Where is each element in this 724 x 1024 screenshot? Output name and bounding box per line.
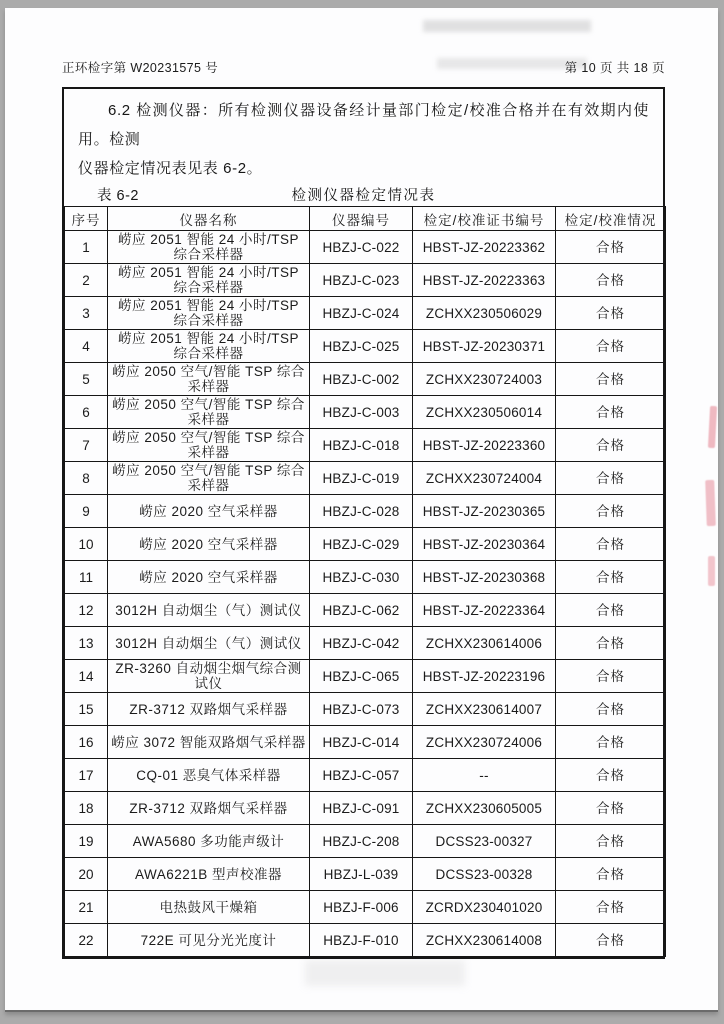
status: 合格 bbox=[556, 792, 666, 825]
instrument-code: HBZJ-C-091 bbox=[310, 792, 413, 825]
row-index: 12 bbox=[65, 594, 108, 627]
instrument-name: 电热鼓风干燥箱 bbox=[108, 891, 310, 924]
scan-smudge-bottom bbox=[305, 960, 465, 986]
row-index: 7 bbox=[65, 429, 108, 462]
status: 合格 bbox=[556, 924, 666, 957]
page-header bbox=[62, 58, 665, 76]
instrument-name: 崂应 2050 空气/智能 TSP 综合采样器 bbox=[108, 363, 310, 396]
certificate-number: HBST-JZ-20223196 bbox=[413, 660, 556, 693]
row-index: 14 bbox=[65, 660, 108, 693]
status: 合格 bbox=[556, 627, 666, 660]
table-row bbox=[65, 495, 666, 528]
instrument-code: HBZJ-F-006 bbox=[310, 891, 413, 924]
certificate-number: HBST-JZ-20223362 bbox=[413, 231, 556, 264]
instrument-code: HBZJ-C-057 bbox=[310, 759, 413, 792]
table-row bbox=[65, 858, 666, 891]
instrument-code: HBZJ-C-065 bbox=[310, 660, 413, 693]
instrument-name: 3012H 自动烟尘（气）测试仪 bbox=[108, 594, 310, 627]
instrument-code: HBZJ-C-030 bbox=[310, 561, 413, 594]
status: 合格 bbox=[556, 495, 666, 528]
certificate-number: HBST-JZ-20223364 bbox=[413, 594, 556, 627]
instrument-name: CQ-01 恶臭气体采样器 bbox=[108, 759, 310, 792]
row-index: 6 bbox=[65, 396, 108, 429]
row-index: 4 bbox=[65, 330, 108, 363]
certificate-number: ZCHXX230724003 bbox=[413, 363, 556, 396]
certificate-number: DCSS23-00327 bbox=[413, 825, 556, 858]
certificate-number: HBST-JZ-20223360 bbox=[413, 429, 556, 462]
certificate-number: DCSS23-00328 bbox=[413, 858, 556, 891]
status: 合格 bbox=[556, 726, 666, 759]
instrument-code: HBZJ-C-042 bbox=[310, 627, 413, 660]
certificate-number: HBST-JZ-20230365 bbox=[413, 495, 556, 528]
table-row bbox=[65, 330, 666, 363]
status: 合格 bbox=[556, 891, 666, 924]
table-row bbox=[65, 561, 666, 594]
table-caption-row bbox=[64, 184, 663, 206]
red-stamp-fragment bbox=[708, 406, 717, 448]
paragraph-line-1: 6.2 检测仪器：所有检测仪器设备经计量部门检定/校准合格并在有效期内使用。检测 bbox=[78, 102, 649, 148]
certificate-number: ZCRDX230401020 bbox=[413, 891, 556, 924]
instrument-table bbox=[64, 206, 666, 957]
instrument-code: HBZJ-C-002 bbox=[310, 363, 413, 396]
row-index: 22 bbox=[65, 924, 108, 957]
certificate-number: ZCHXX230605005 bbox=[413, 792, 556, 825]
table-row bbox=[65, 726, 666, 759]
row-index: 16 bbox=[65, 726, 108, 759]
certificate-number: HBST-JZ-20230364 bbox=[413, 528, 556, 561]
table-row bbox=[65, 264, 666, 297]
table-row bbox=[65, 231, 666, 264]
certificate-number: -- bbox=[413, 759, 556, 792]
status: 合格 bbox=[556, 396, 666, 429]
instrument-name: 崂应 2051 智能 24 小时/TSP 综合采样器 bbox=[108, 330, 310, 363]
table-row bbox=[65, 396, 666, 429]
status: 合格 bbox=[556, 759, 666, 792]
table-label: 表 6-2 bbox=[97, 188, 139, 204]
instrument-name: 崂应 2020 空气采样器 bbox=[108, 561, 310, 594]
red-stamp-fragment bbox=[705, 480, 716, 526]
table-row bbox=[65, 627, 666, 660]
row-index: 3 bbox=[65, 297, 108, 330]
status: 合格 bbox=[556, 660, 666, 693]
instrument-code: HBZJ-C-208 bbox=[310, 825, 413, 858]
table-row bbox=[65, 924, 666, 957]
section-paragraph bbox=[64, 89, 663, 183]
table-header-row bbox=[65, 207, 666, 231]
certificate-number: HBST-JZ-20223363 bbox=[413, 264, 556, 297]
table-row bbox=[65, 462, 666, 495]
instrument-code: HBZJ-C-024 bbox=[310, 297, 413, 330]
instrument-name: 崂应 2051 智能 24 小时/TSP 综合采样器 bbox=[108, 297, 310, 330]
status: 合格 bbox=[556, 825, 666, 858]
header-certificate-number: 检定/校准证书编号 bbox=[413, 207, 556, 231]
status: 合格 bbox=[556, 693, 666, 726]
status: 合格 bbox=[556, 429, 666, 462]
table-row bbox=[65, 759, 666, 792]
instrument-name: AWA6221B 型声校准器 bbox=[108, 858, 310, 891]
instrument-code: HBZJ-F-010 bbox=[310, 924, 413, 957]
status: 合格 bbox=[556, 264, 666, 297]
status: 合格 bbox=[556, 231, 666, 264]
certificate-number: ZCHXX230614007 bbox=[413, 693, 556, 726]
row-index: 5 bbox=[65, 363, 108, 396]
instrument-code: HBZJ-C-022 bbox=[310, 231, 413, 264]
instrument-name: 崂应 2050 空气/智能 TSP 综合采样器 bbox=[108, 396, 310, 429]
instrument-name: 崂应 2050 空气/智能 TSP 综合采样器 bbox=[108, 462, 310, 495]
certificate-number: ZCHXX230506029 bbox=[413, 297, 556, 330]
row-index: 21 bbox=[65, 891, 108, 924]
instrument-code: HBZJ-C-018 bbox=[310, 429, 413, 462]
table-row bbox=[65, 297, 666, 330]
status: 合格 bbox=[556, 297, 666, 330]
certificate-number: HBST-JZ-20230368 bbox=[413, 561, 556, 594]
certificate-number: HBST-JZ-20230371 bbox=[413, 330, 556, 363]
row-index: 2 bbox=[65, 264, 108, 297]
row-index: 8 bbox=[65, 462, 108, 495]
instrument-code: HBZJ-C-028 bbox=[310, 495, 413, 528]
table-row bbox=[65, 528, 666, 561]
instrument-table-body bbox=[65, 231, 666, 957]
status: 合格 bbox=[556, 858, 666, 891]
row-index: 10 bbox=[65, 528, 108, 561]
certificate-number: ZCHXX230614006 bbox=[413, 627, 556, 660]
instrument-code: HBZJ-C-003 bbox=[310, 396, 413, 429]
row-index: 11 bbox=[65, 561, 108, 594]
row-index: 17 bbox=[65, 759, 108, 792]
instrument-name: ZR-3712 双路烟气采样器 bbox=[108, 693, 310, 726]
header-index: 序号 bbox=[65, 207, 108, 231]
instrument-code: HBZJ-L-039 bbox=[310, 858, 413, 891]
certificate-number: ZCHXX230506014 bbox=[413, 396, 556, 429]
status: 合格 bbox=[556, 561, 666, 594]
page-indicator: 第 10 页 共 18 页 bbox=[564, 61, 665, 75]
red-stamp-fragment bbox=[708, 556, 715, 586]
instrument-name: 崂应 2050 空气/智能 TSP 综合采样器 bbox=[108, 429, 310, 462]
table-row bbox=[65, 594, 666, 627]
row-index: 9 bbox=[65, 495, 108, 528]
instrument-name: AWA5680 多功能声级计 bbox=[108, 825, 310, 858]
instrument-code: HBZJ-C-014 bbox=[310, 726, 413, 759]
status: 合格 bbox=[556, 462, 666, 495]
status: 合格 bbox=[556, 528, 666, 561]
header-instrument-code: 仪器编号 bbox=[310, 207, 413, 231]
certificate-number: ZCHXX230614008 bbox=[413, 924, 556, 957]
scan-smudge-top bbox=[423, 20, 591, 32]
instrument-name: 722E 可见分光光度计 bbox=[108, 924, 310, 957]
instrument-name: 3012H 自动烟尘（气）测试仪 bbox=[108, 627, 310, 660]
instrument-name: 崂应 3072 智能双路烟气采样器 bbox=[108, 726, 310, 759]
paragraph-line-2: 仪器检定情况表见表 6-2。 bbox=[78, 160, 263, 177]
content-frame bbox=[62, 87, 665, 959]
doc-number: 正环检字第 W20231575 号 bbox=[62, 61, 219, 75]
instrument-code: HBZJ-C-029 bbox=[310, 528, 413, 561]
status: 合格 bbox=[556, 330, 666, 363]
row-index: 18 bbox=[65, 792, 108, 825]
table-row bbox=[65, 429, 666, 462]
table-row bbox=[65, 825, 666, 858]
certificate-number: ZCHXX230724004 bbox=[413, 462, 556, 495]
instrument-name: ZR-3260 自动烟尘烟气综合测试仪 bbox=[108, 660, 310, 693]
header-instrument-name: 仪器名称 bbox=[108, 207, 310, 231]
status: 合格 bbox=[556, 363, 666, 396]
instrument-name: ZR-3712 双路烟气采样器 bbox=[108, 792, 310, 825]
header-status: 检定/校准情况 bbox=[556, 207, 666, 231]
row-index: 20 bbox=[65, 858, 108, 891]
instrument-code: HBZJ-C-019 bbox=[310, 462, 413, 495]
table-row bbox=[65, 660, 666, 693]
instrument-name: 崂应 2020 空气采样器 bbox=[108, 528, 310, 561]
instrument-name: 崂应 2051 智能 24 小时/TSP 综合采样器 bbox=[108, 264, 310, 297]
table-title: 检测仪器检定情况表 bbox=[291, 188, 436, 204]
instrument-name: 崂应 2051 智能 24 小时/TSP 综合采样器 bbox=[108, 231, 310, 264]
row-index: 15 bbox=[65, 693, 108, 726]
row-index: 13 bbox=[65, 627, 108, 660]
instrument-name: 崂应 2020 空气采样器 bbox=[108, 495, 310, 528]
scanned-page bbox=[5, 8, 718, 1012]
table-row bbox=[65, 693, 666, 726]
instrument-code: HBZJ-C-062 bbox=[310, 594, 413, 627]
table-row bbox=[65, 363, 666, 396]
instrument-code: HBZJ-C-073 bbox=[310, 693, 413, 726]
row-index: 1 bbox=[65, 231, 108, 264]
instrument-code: HBZJ-C-023 bbox=[310, 264, 413, 297]
table-row bbox=[65, 891, 666, 924]
status: 合格 bbox=[556, 594, 666, 627]
row-index: 19 bbox=[65, 825, 108, 858]
table-row bbox=[65, 792, 666, 825]
instrument-code: HBZJ-C-025 bbox=[310, 330, 413, 363]
certificate-number: ZCHXX230724006 bbox=[413, 726, 556, 759]
